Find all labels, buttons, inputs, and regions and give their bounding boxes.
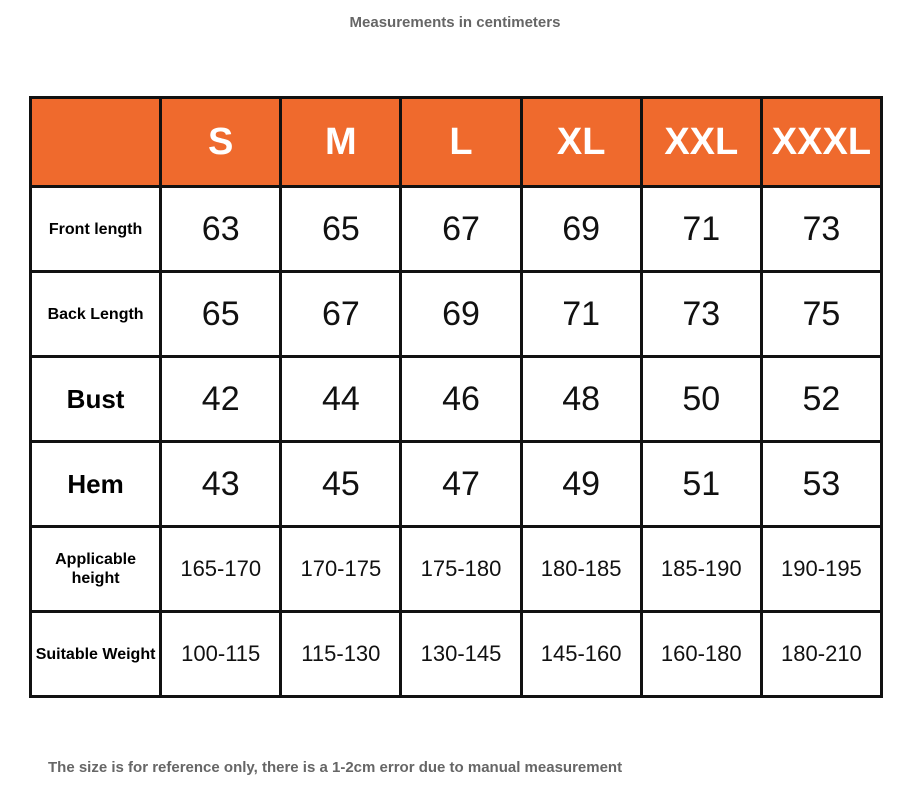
row-back-length xyxy=(31,272,882,357)
table-cell: 73 xyxy=(641,272,761,357)
caption-top: Measurements in centimeters xyxy=(349,14,561,31)
table-cell: 75 xyxy=(761,272,881,357)
table-cell: 100-115 xyxy=(161,612,281,697)
row-bust xyxy=(31,357,882,442)
table-cell: 53 xyxy=(761,442,881,527)
table-cell: 145-160 xyxy=(521,612,641,697)
table-cell: 185-190 xyxy=(641,527,761,612)
row-hem xyxy=(31,442,882,527)
row-label-applicable-height: Applicable height xyxy=(31,527,161,612)
table-cell: 180-210 xyxy=(761,612,881,697)
size-header-xl: XL xyxy=(521,98,641,187)
table-cell: 65 xyxy=(281,187,401,272)
row-front-length xyxy=(31,187,882,272)
caption-bottom: The size is for reference only, there is a 1-2cm error due to manual measurement xyxy=(48,759,623,776)
table-cell: 71 xyxy=(641,187,761,272)
table-cell: 42 xyxy=(161,357,281,442)
row-label-bust: Bust xyxy=(31,357,161,442)
table-cell: 115-130 xyxy=(281,612,401,697)
table-cell: 52 xyxy=(761,357,881,442)
row-suitable-weight xyxy=(31,612,882,697)
size-header-xxl: XXL xyxy=(641,98,761,187)
table-cell: 44 xyxy=(281,357,401,442)
table-cell: 47 xyxy=(401,442,521,527)
table-cell: 71 xyxy=(521,272,641,357)
table-cell: 45 xyxy=(281,442,401,527)
row-applicable-height xyxy=(31,527,882,612)
row-label-hem: Hem xyxy=(31,442,161,527)
table-cell: 73 xyxy=(761,187,881,272)
size-header-l: L xyxy=(401,98,521,187)
row-label-suitable-weight: Suitable Weight xyxy=(31,612,161,697)
table-cell: 51 xyxy=(641,442,761,527)
size-header-s: S xyxy=(161,98,281,187)
size-chart-table xyxy=(29,96,883,698)
table-cell: 69 xyxy=(521,187,641,272)
table-cell: 49 xyxy=(521,442,641,527)
table-cell: 160-180 xyxy=(641,612,761,697)
size-header-xxxl: XXXL xyxy=(761,98,881,187)
row-label-back-length: Back Length xyxy=(31,272,161,357)
table-cell: 175-180 xyxy=(401,527,521,612)
header-corner-cell xyxy=(31,98,161,187)
table-cell: 130-145 xyxy=(401,612,521,697)
table-cell: 170-175 xyxy=(281,527,401,612)
table-cell: 43 xyxy=(161,442,281,527)
table-cell: 190-195 xyxy=(761,527,881,612)
size-header-row xyxy=(31,98,882,187)
table-cell: 67 xyxy=(401,187,521,272)
table-cell: 165-170 xyxy=(161,527,281,612)
table-cell: 63 xyxy=(161,187,281,272)
table-cell: 69 xyxy=(401,272,521,357)
size-header-m: M xyxy=(281,98,401,187)
table-cell: 48 xyxy=(521,357,641,442)
table-cell: 50 xyxy=(641,357,761,442)
table-cell: 65 xyxy=(161,272,281,357)
table-cell: 180-185 xyxy=(521,527,641,612)
table-cell: 46 xyxy=(401,357,521,442)
table-cell: 67 xyxy=(281,272,401,357)
row-label-front-length: Front length xyxy=(31,187,161,272)
